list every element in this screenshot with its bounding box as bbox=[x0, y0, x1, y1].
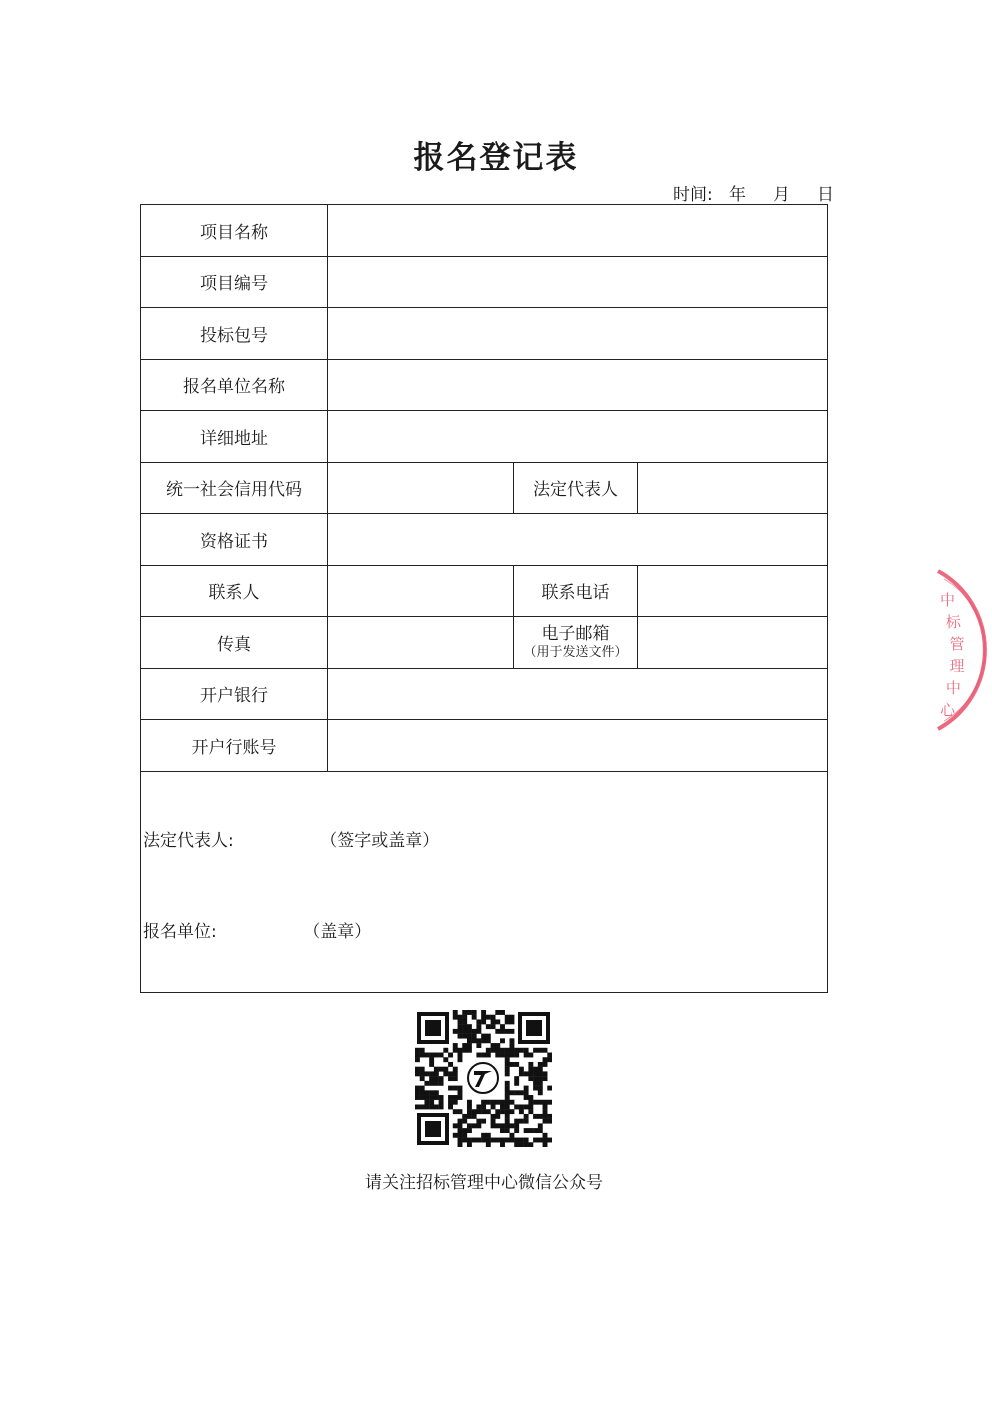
date-year: 年 bbox=[728, 185, 746, 205]
project-name-field[interactable] bbox=[328, 205, 828, 257]
bank-field[interactable] bbox=[328, 668, 828, 720]
qualification-field[interactable] bbox=[328, 514, 828, 566]
bid-package-field[interactable] bbox=[328, 308, 828, 360]
table-row bbox=[141, 256, 828, 308]
legal-rep-label: 法定代表人 bbox=[514, 462, 638, 514]
registration-table bbox=[140, 204, 828, 993]
legal-rep-sign-line bbox=[143, 826, 439, 851]
email-note: （用于发送文件） bbox=[523, 644, 628, 660]
contact-field[interactable] bbox=[328, 565, 514, 617]
applicant-name-label: 报名单位名称 bbox=[141, 359, 328, 411]
legal-rep-field[interactable] bbox=[638, 462, 828, 514]
unit-sign-label: 报名单位: bbox=[143, 921, 217, 942]
date-day: 日 bbox=[817, 185, 835, 205]
table-row bbox=[141, 359, 828, 411]
project-number-field[interactable] bbox=[328, 256, 828, 308]
credit-code-field[interactable] bbox=[328, 462, 514, 514]
qualification-label: 资格证书 bbox=[141, 514, 328, 566]
email-label bbox=[514, 617, 638, 669]
table-row bbox=[141, 720, 828, 772]
table-row bbox=[141, 514, 828, 566]
page-title: 报名登记表 bbox=[413, 140, 579, 176]
date-label: 时间: bbox=[673, 185, 713, 205]
address-label: 详细地址 bbox=[141, 411, 328, 463]
contact-label: 联系人 bbox=[141, 565, 328, 617]
legal-rep-sign-note: （签字或盖章） bbox=[320, 830, 440, 851]
table-row bbox=[141, 462, 828, 514]
qr-caption: 请关注招标管理中心微信公众号 bbox=[365, 1173, 603, 1193]
bid-package-label: 投标包号 bbox=[141, 308, 328, 360]
phone-label: 联系电话 bbox=[514, 565, 638, 617]
email-field[interactable] bbox=[638, 617, 828, 669]
email-label-text: 电子邮箱 bbox=[541, 623, 610, 644]
applicant-name-field[interactable] bbox=[328, 359, 828, 411]
seal-text: 中标管理中心 bbox=[940, 591, 965, 719]
table-row bbox=[141, 565, 828, 617]
signature-row bbox=[141, 771, 828, 992]
table-row bbox=[141, 617, 828, 669]
phone-field[interactable] bbox=[638, 565, 828, 617]
date-month: 月 bbox=[772, 185, 790, 205]
fax-label: 传真 bbox=[141, 617, 328, 669]
account-field[interactable] bbox=[328, 720, 828, 772]
unit-sign-note: （盖章） bbox=[303, 921, 372, 942]
credit-code-label: 统一社会信用代码 bbox=[141, 462, 328, 514]
table-row bbox=[141, 668, 828, 720]
project-number-label: 项目编号 bbox=[141, 256, 328, 308]
unit-sign-line bbox=[143, 917, 371, 942]
signature-area[interactable] bbox=[141, 771, 828, 992]
table-row bbox=[141, 205, 828, 257]
seal-stamp-icon bbox=[930, 565, 992, 735]
table-row bbox=[141, 411, 828, 463]
bank-label: 开户银行 bbox=[141, 668, 328, 720]
qr-code-icon bbox=[415, 1010, 552, 1147]
date-line bbox=[673, 180, 834, 205]
account-label: 开户行账号 bbox=[141, 720, 328, 772]
fax-field[interactable] bbox=[328, 617, 514, 669]
legal-rep-sign-label: 法定代表人: bbox=[143, 830, 234, 851]
table-row bbox=[141, 308, 828, 360]
address-field[interactable] bbox=[328, 411, 828, 463]
project-name-label: 项目名称 bbox=[141, 205, 328, 257]
